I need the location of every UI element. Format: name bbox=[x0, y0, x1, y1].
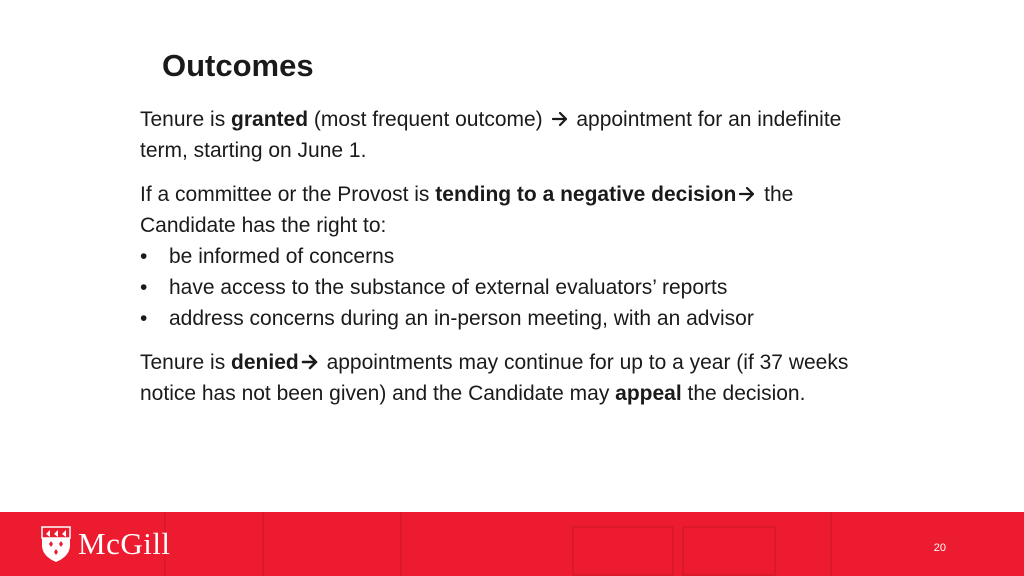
rights-list bbox=[140, 241, 880, 334]
arrow-right-icon bbox=[551, 111, 569, 127]
crest-icon bbox=[40, 525, 72, 563]
paragraph-negative bbox=[140, 179, 880, 241]
bullet: • bbox=[140, 276, 148, 299]
emphasis-granted: granted bbox=[231, 108, 309, 131]
arrow-right-icon bbox=[301, 354, 319, 370]
background-texture bbox=[830, 512, 832, 576]
emphasis-appeal: appeal bbox=[615, 382, 682, 405]
background-texture bbox=[262, 512, 264, 576]
list-item: • be informed of concerns bbox=[140, 241, 880, 272]
text: appointments may continue for up to a year (if 37 weeks notice has not been given) and the Candidate may bbox=[140, 351, 849, 405]
footer-bar bbox=[0, 512, 1024, 576]
background-texture bbox=[682, 526, 776, 576]
list-item: • have access to the substance of external evaluators’ reports bbox=[140, 272, 880, 303]
text: Tenure is bbox=[140, 351, 232, 374]
emphasis-denied: denied bbox=[231, 351, 299, 374]
text: If a committee or the Provost is bbox=[140, 183, 436, 206]
background-texture bbox=[400, 512, 402, 576]
text: appointment for an indefinite term, starting on June 1. bbox=[140, 108, 842, 162]
slide-title: Outcomes bbox=[162, 48, 314, 83]
emphasis-negative-decision: tending to a negative decision bbox=[435, 183, 737, 206]
page-number: 20 bbox=[933, 542, 946, 554]
slide-body bbox=[140, 104, 880, 422]
mcgill-logo bbox=[40, 525, 171, 563]
text: Tenure is bbox=[140, 108, 232, 131]
list-item: • address concerns during an in-person meeting, with an advisor bbox=[140, 303, 880, 334]
text: the Candidate has the right to: bbox=[140, 183, 794, 237]
logo-wordmark: McGill bbox=[78, 526, 171, 561]
bullet: • bbox=[140, 307, 148, 330]
background-texture bbox=[572, 526, 674, 576]
bullet: • bbox=[140, 245, 148, 268]
arrow-right-icon bbox=[738, 186, 756, 202]
paragraph-granted bbox=[140, 104, 880, 166]
text: the decision. bbox=[681, 382, 806, 405]
text: (most frequent outcome) bbox=[308, 108, 549, 131]
paragraph-denied bbox=[140, 347, 880, 409]
